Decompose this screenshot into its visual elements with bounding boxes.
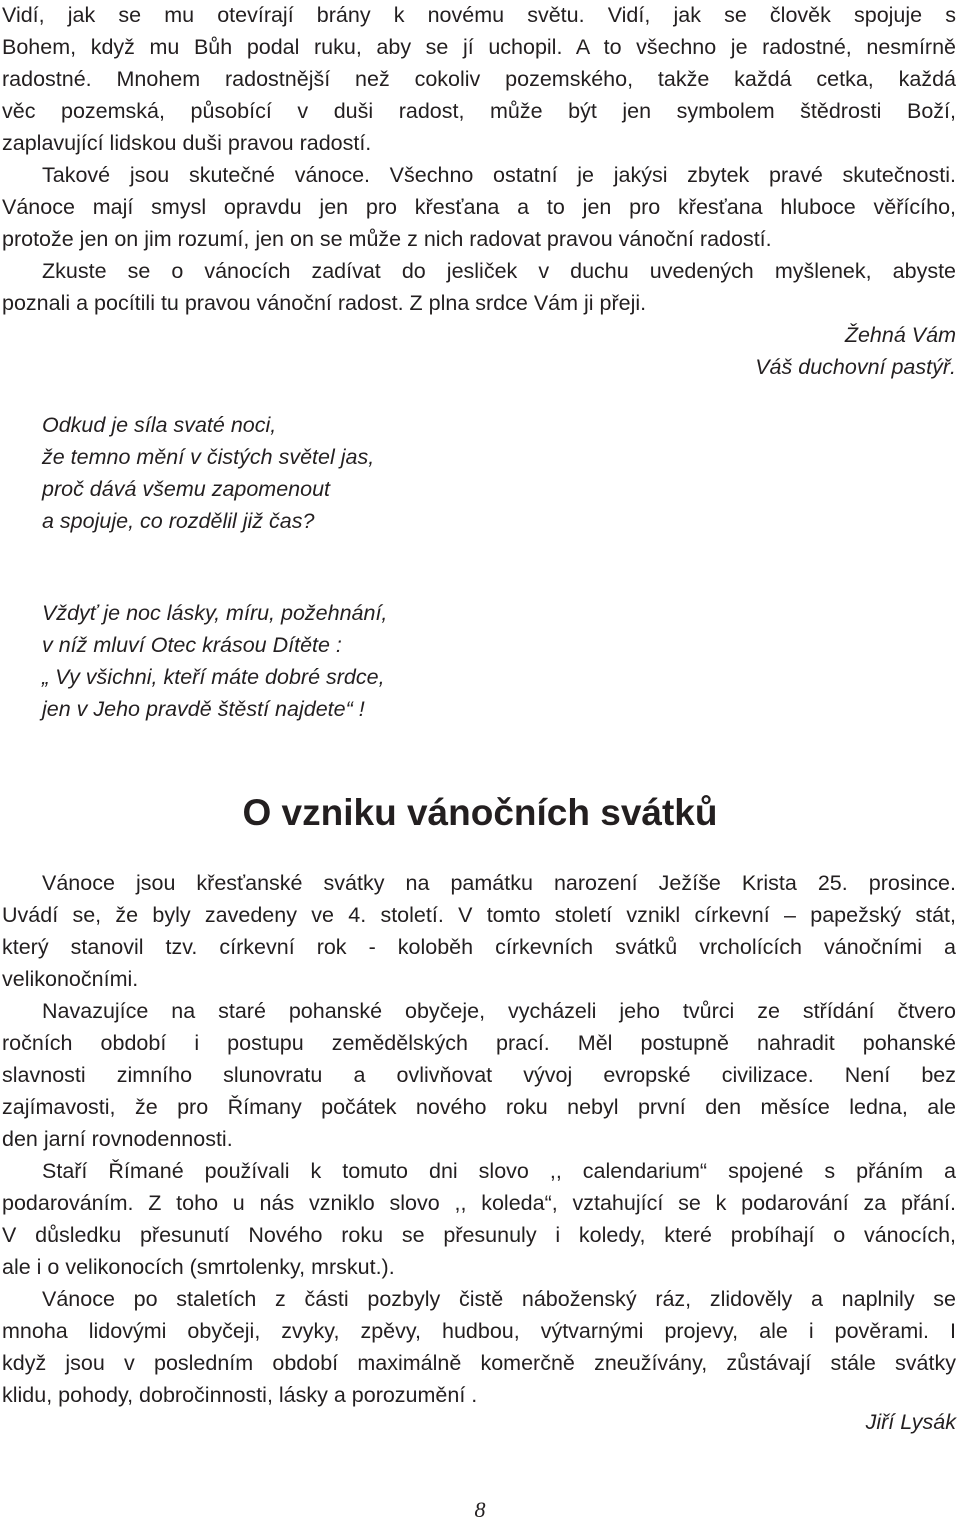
poem-line: Vždyť je noc lásky, míru, požehnání,	[42, 601, 388, 625]
paragraph-line: když jsou v posledním období maximálně komerčně zneužívány, zůstávají stále svátky	[2, 1351, 956, 1375]
paragraph-line: Vánoce mají smysl opravdu jen pro křesťana a to jen pro křesťana hluboce věřícího,	[2, 195, 956, 219]
paragraph-line: Bohem, když mu Bůh podal ruku, aby se jí uchopil. A to všechno je radostné, nesmírně	[2, 35, 956, 59]
paragraph-line: klidu, pohody, dobročinnosti, lásky a porozumění .	[2, 1383, 478, 1407]
page-number: 8	[474, 1497, 486, 1522]
paragraph-line: ale i o velikonocích (smrtolenky, mrskut.).	[2, 1255, 395, 1279]
paragraph-line: Uvádí se, že byly zavedeny ve 4. století. V tomto století vznikl církevní – papežský stát,	[2, 903, 956, 927]
paragraph-line: Vánoce po staletích z části pozbyly čistě náboženský ráz, zlidověly a naplnily se	[42, 1287, 956, 1311]
paragraph-line: velikonočními.	[2, 967, 139, 991]
poem-line: jen v Jeho pravdě štěstí najdete“ !	[42, 697, 365, 721]
paragraph-line: věc pozemská, působící v duši radost, může být jen symbolem štědrosti Boží,	[2, 99, 956, 123]
paragraph-line: Zkuste se o vánocích zadívat do jesliček v duchu uvedených myšlenek, abyste	[42, 259, 956, 283]
paragraph-line: protože jen on jim rozumí, jen on se může z nich radovat pravou vánoční radostí.	[2, 227, 772, 251]
paragraph-line: zajímavosti, že pro Římany počátek nového roku nebyl první den měsíce ledna, ale	[2, 1095, 956, 1119]
paragraph-line: Vánoce jsou křesťanské svátky na památku narození Ježíše Krista 25. prosince.	[42, 871, 956, 895]
poem-line: „ Vy všichni, kteří máte dobré srdce,	[42, 665, 385, 689]
poem-line: v níž mluví Otec krásou Dítěte :	[42, 633, 342, 657]
paragraph-line: radostné. Mnohem radostnější než cokoliv pozemského, takže každá cetka, každá	[2, 67, 956, 91]
paragraph-line: V důsledku přesunutí Nového roku se přesunuly i koledy, které probíhají o vánocích,	[2, 1223, 956, 1247]
paragraph-line: Staří Římané používali k tomuto dni slovo ,, calendarium“ spojené s přáním a	[42, 1159, 956, 1183]
article-author: Jiří Lysák	[865, 1410, 956, 1434]
paragraph-line: mnoha lidovými obyčeji, zvyky, zpěvy, hudbou, výtvarnými projevy, ale i pověrami. I	[2, 1319, 956, 1343]
poem-line: že temno mění v čistých světel jas,	[42, 445, 375, 469]
paragraph-line: který stanovil tzv. církevní rok - koloběh církevních svátků vrcholících vánočními a	[2, 935, 956, 959]
article-title: O vzniku vánočních svátků	[242, 792, 718, 833]
poem-line: Odkud je síla svaté noci,	[42, 413, 277, 437]
paragraph-line: poznali a pocítili tu pravou vánoční radost. Z plna srdce Vám ji přeji.	[2, 291, 647, 315]
paragraph-line: Takové jsou skutečné vánoce. Všechno ostatní je jakýsi zbytek pravé skutečnosti.	[42, 163, 956, 187]
paragraph-line: ročních období i postupu zemědělských prací. Měl postupně nahradit pohanské	[2, 1031, 956, 1055]
signature-line: Váš duchovní pastýř.	[755, 355, 956, 379]
paragraph-line: zaplavující lidskou duši pravou radostí.	[2, 131, 372, 155]
paragraph-line: Vidí, jak se mu otevírají brány k novému světu. Vidí, jak se člověk spojuje s	[2, 3, 956, 27]
paragraph-line: den jarní rovnodennosti.	[2, 1127, 233, 1151]
blessing-line: Žehná Vám	[844, 323, 956, 347]
poem-line: proč dává všemu zapomenout	[42, 477, 331, 501]
paragraph-line: Navazujíce na staré pohanské obyčeje, vycházeli jeho tvůrci ze střídání čtvero	[42, 999, 956, 1023]
paragraph-line: podarováním. Z toho u nás vzniklo slovo ,, koleda“, vztahující se k podarování za přání.	[2, 1191, 956, 1215]
poem-line: a spojuje, co rozdělil již čas?	[42, 509, 315, 533]
paragraph-line: slavnosti zimního slunovratu a ovlivňovat vývoj evropské civilizace. Není bez	[2, 1063, 956, 1087]
